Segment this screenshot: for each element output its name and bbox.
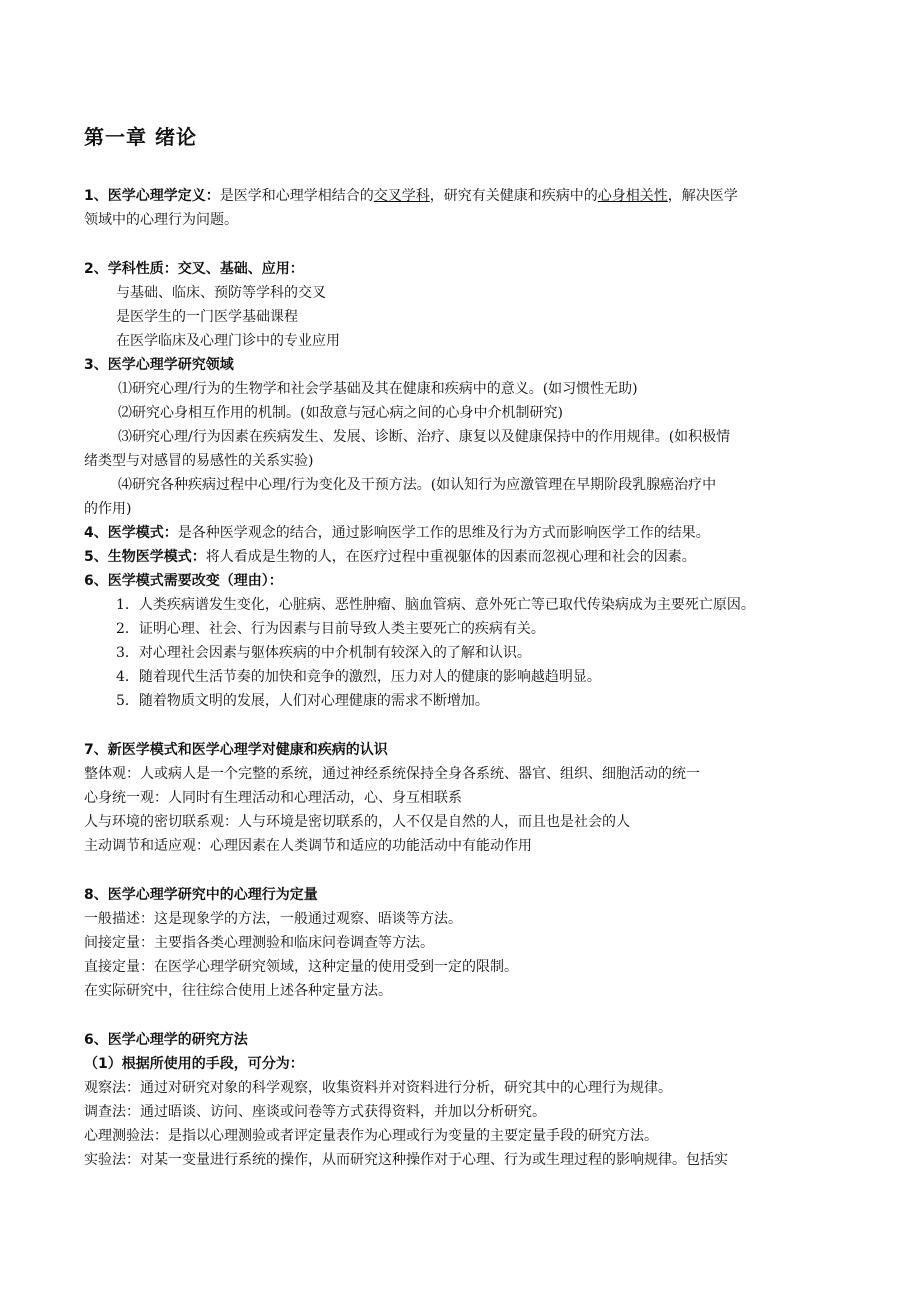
definition-underline-1: 交叉学科	[373, 188, 430, 204]
section-6-item: 1．人类疾病谱发生变化，心脏病、恶性肿瘤、脑血管病、意外死亡等已取代传染病成为主要死亡原因。	[116, 597, 755, 613]
definition-text-3: ，解决医学	[667, 188, 738, 204]
section-8-heading: 8、医学心理学研究中的心理行为定量	[84, 887, 318, 903]
section-3-heading: 3、医学心理学研究领域	[84, 357, 234, 373]
section-9-item: 实验法：对某一变量进行系统的操作，从而研究这种操作对于心理、行为或生理过程的影响规律。包括实	[84, 1152, 728, 1168]
section-7-item: 心身统一观：人同时有生理活动和心理活动，心、身互相联系	[84, 790, 462, 806]
section-7-item: 主动调节和适应观：心理因素在人类调节和适应的功能活动中有能动作用	[84, 838, 532, 854]
section-6-item: 2．证明心理、社会、行为因素与目前导致人类主要死亡的疾病有关。	[116, 621, 545, 637]
section-8-item: 在实际研究中，往往综合使用上述各种定量方法。	[84, 983, 392, 999]
section-5-text: 将人看成是生物的人，在医疗过程中重视躯体的因素而忽视心理和社会的因素。	[205, 549, 696, 565]
section-6-item: 4．随着现代生活节奏的加快和竞争的激烈，压力对人的健康的影响越趋明显。	[116, 669, 601, 685]
section-8-item: 直接定量：在医学心理学研究领域，这种定量的使用受到一定的限制。	[84, 959, 518, 975]
section-3-item-cont: 的作用)	[84, 501, 132, 517]
section-3-item: ⑷研究各种疾病过程中心理/行为变化及干预方法。(如认知行为应激管理在早期阶段乳腺癌治疗中	[118, 477, 717, 493]
definition-label: 1、医学心理学定义：	[84, 188, 220, 204]
section-8-item: 一般描述：这是现象学的方法，一般通过观察、晤谈等方法。	[84, 911, 462, 927]
definition-text-1: 是医学和心理学相结合的	[219, 188, 374, 204]
section-9-item: 心理测验法：是指以心理测验或者评定量表作为心理或行为变量的主要定量手段的研究方法。	[84, 1128, 658, 1144]
section-3-item-cont: 绪类型与对感冒的易感性的关系实验)	[84, 453, 314, 469]
section-4-text: 是各种医学观念的结合，通过影响医学工作的思维及行为方式而影响医学工作的结果。	[177, 525, 710, 541]
section-5-label: 5、生物医学模式：	[84, 549, 206, 565]
section-9-heading: 6、医学心理学的研究方法	[84, 1032, 248, 1048]
section-7-item: 人与环境的密切联系观：人与环境是密切联系的，人不仅是自然的人，而且也是社会的人	[84, 814, 630, 830]
definition-text-2: ，研究有关健康和疾病中的	[429, 188, 598, 204]
section-6-heading: 6、医学模式需要改变（理由）：	[84, 573, 283, 589]
section-8-item: 间接定量：主要指各类心理测验和临床问卷调查等方法。	[84, 935, 434, 951]
definition-line	[84, 184, 738, 208]
chapter-title: 第一章 绪论	[84, 125, 197, 149]
section-4-label: 4、医学模式：	[84, 525, 178, 541]
section-9-subheading: （1）根据所使用的手段，可分为：	[84, 1056, 304, 1072]
section-9-item: 调查法：通过晤谈、访问、座谈或问卷等方式获得资料，并加以分析研究。	[84, 1104, 546, 1120]
section-5-line	[84, 545, 696, 569]
section-2-item: 在医学临床及心理门诊中的专业应用	[116, 333, 340, 349]
section-7-heading: 7、新医学模式和医学心理学对健康和疾病的认识	[84, 742, 388, 758]
section-7-item: 整体观：人或病人是一个完整的系统，通过神经系统保持全身各系统、器官、组织、细胞活动的统一	[84, 766, 700, 782]
section-6-item: 3．对心理社会因素与躯体疾病的中介机制有较深入的了解和认识。	[116, 645, 531, 661]
section-3-item: ⑵研究心身相互作用的机制。(如敌意与冠心病之间的心身中介机制研究)	[118, 405, 563, 421]
section-2-heading: 2、学科性质：交叉、基础、应用：	[84, 261, 304, 277]
section-3-item: ⑴研究心理/行为的生物学和社会学基础及其在健康和疾病中的意义。(如习惯性无助)	[118, 381, 638, 397]
section-9-item: 观察法：通过对研究对象的科学观察，收集资料并对资料进行分析，研究其中的心理行为规律。	[84, 1080, 672, 1096]
section-4-line	[84, 521, 710, 545]
section-2-item: 是医学生的一门医学基础课程	[116, 309, 298, 325]
section-3-item: ⑶研究心理/行为因素在疾病发生、发展、诊断、治疗、康复以及健康保持中的作用规律。(如积极情	[118, 429, 731, 445]
section-2-item: 与基础、临床、预防等学科的交叉	[116, 285, 326, 301]
definition-line-2: 领域中的心理行为问题。	[84, 212, 238, 228]
section-6-item: 5．随着物质文明的发展，人们对心理健康的需求不断增加。	[116, 693, 489, 709]
definition-underline-2: 心身相关性	[597, 188, 668, 204]
